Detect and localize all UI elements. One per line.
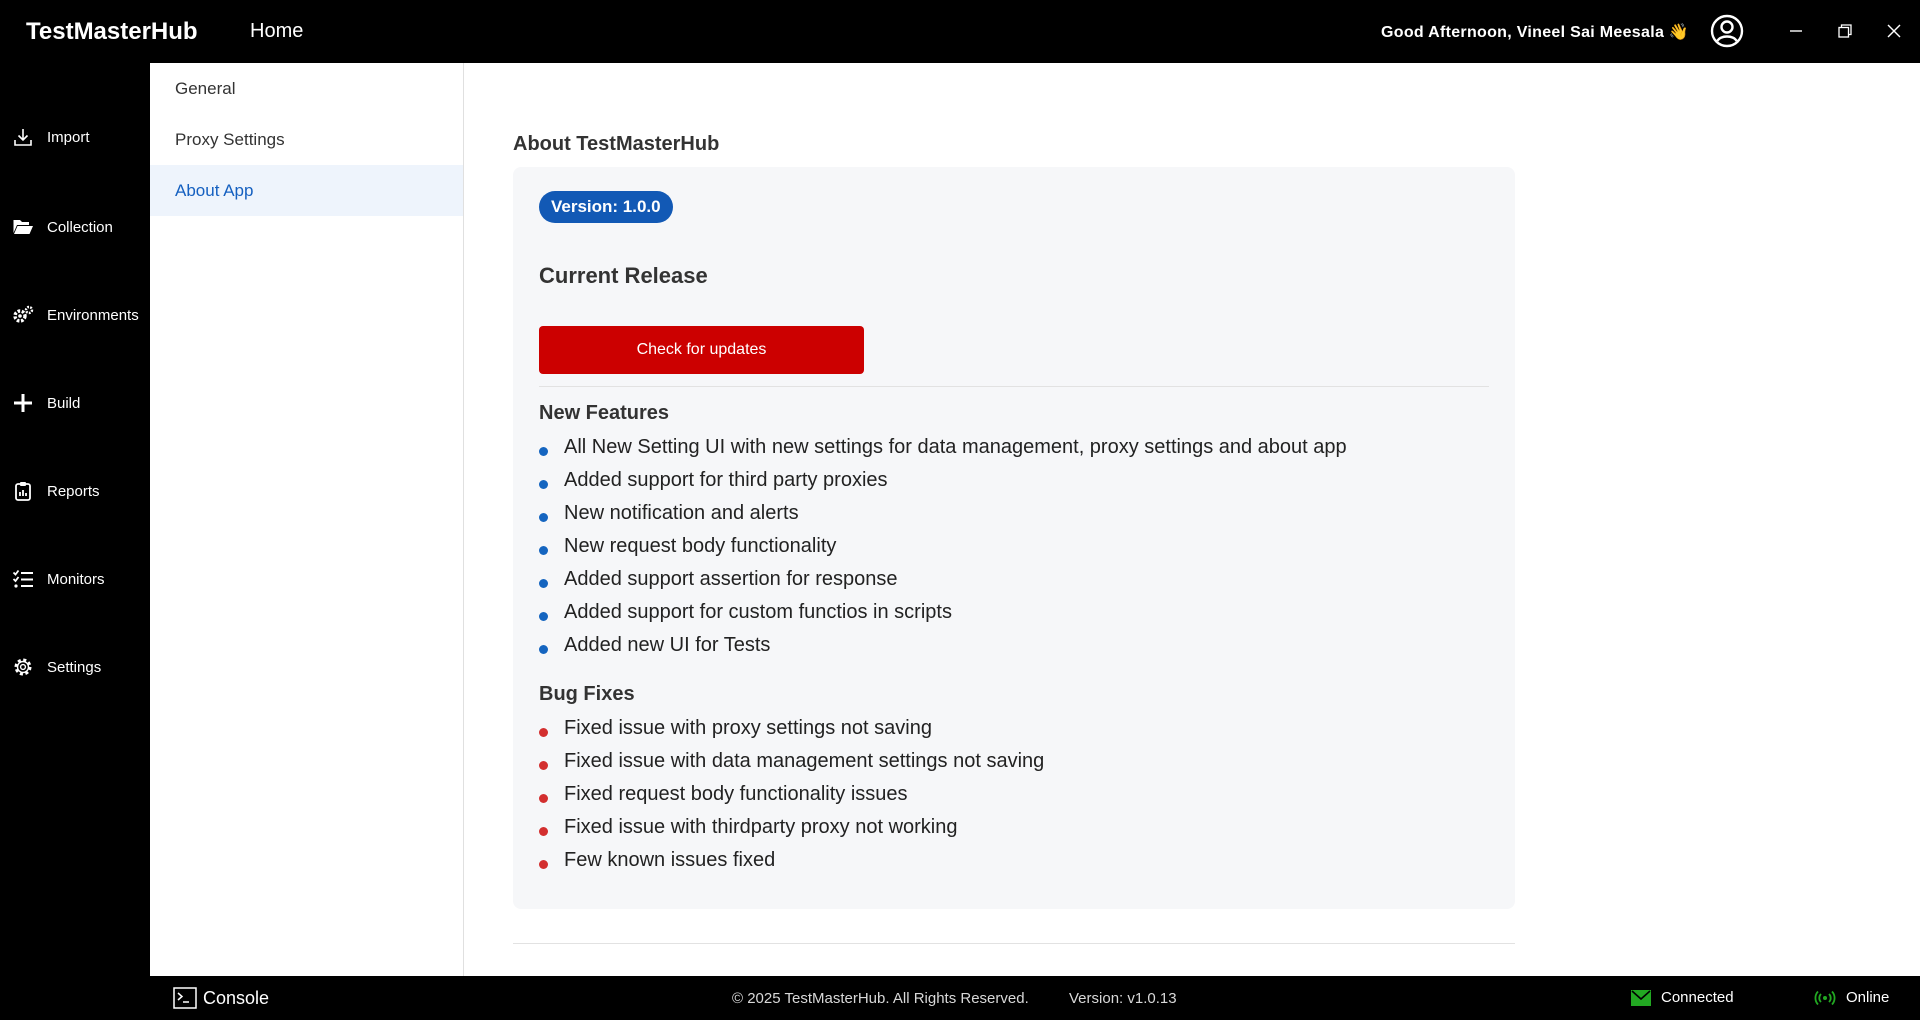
bugs-list [539, 712, 1044, 877]
app-brand: TestMasterHub [26, 17, 198, 45]
minimize-button[interactable] [1784, 19, 1808, 43]
status-bar [0, 976, 1920, 1020]
sidebar-item-label: Monitors [47, 570, 105, 588]
bullet-icon [539, 860, 548, 869]
list-item [539, 629, 1347, 662]
list-item [539, 844, 1044, 877]
settings-subnav [150, 63, 464, 976]
list-item [539, 745, 1044, 778]
bug-text: Fixed issue with data management settings not saving [564, 750, 1045, 772]
sidebar-item-label: Build [47, 394, 81, 412]
check-updates-button[interactable]: Check for updates [539, 326, 864, 374]
restore-icon [1837, 23, 1853, 39]
console-button[interactable] [173, 987, 269, 1009]
feature-text: Added support assertion for response [564, 568, 898, 590]
checklist-icon [12, 568, 34, 590]
close-icon [1886, 23, 1902, 39]
bullet-icon [539, 480, 548, 489]
divider [539, 386, 1489, 387]
bullet-icon [539, 612, 548, 621]
divider [513, 943, 1515, 944]
list-item [539, 563, 1347, 596]
console-label: Console [203, 987, 270, 1008]
minimize-icon [1788, 23, 1804, 39]
connection-label: Connected [1661, 989, 1734, 1006]
sidebar-item-label: Import [47, 128, 90, 146]
page-title: About TestMasterHub [513, 133, 720, 155]
gears-icon [12, 304, 34, 326]
feature-text: New request body functionality [564, 535, 837, 557]
list-item [539, 464, 1347, 497]
gear-icon [12, 656, 34, 678]
feature-text: Added support for custom functios in scripts [564, 601, 952, 623]
sidebar-item-settings[interactable] [0, 647, 150, 687]
feature-text: All New Setting UI with new settings for data management, proxy settings and about app [564, 436, 1347, 458]
bug-text: Fixed request body functionality issues [564, 783, 908, 805]
sidebar-item-label: Settings [47, 658, 102, 676]
sidebar-item-collection[interactable] [0, 207, 150, 247]
list-item [539, 497, 1347, 530]
list-item [539, 530, 1347, 563]
release-card [513, 167, 1515, 909]
title-bar [0, 0, 1920, 63]
copyright-text: © 2025 TestMasterHub. All Rights Reserved. [732, 990, 1029, 1007]
terminal-icon [173, 987, 197, 1009]
main-sidebar [0, 63, 150, 1020]
app-version: Version: v1.0.13 [1069, 990, 1177, 1007]
features-heading: New Features [539, 402, 670, 424]
folder-open-icon [12, 216, 34, 238]
about-panel [465, 63, 1920, 976]
bullet-icon [539, 546, 548, 555]
sidebar-item-build[interactable] [0, 383, 150, 423]
feature-text: Added support for third party proxies [564, 469, 888, 491]
features-list [539, 431, 1347, 662]
network-status [1814, 989, 1889, 1006]
bullet-icon [539, 794, 548, 803]
feature-text: New notification and alerts [564, 502, 799, 524]
sidebar-item-label: Collection [47, 218, 113, 236]
list-item [539, 431, 1347, 464]
home-link[interactable]: Home [250, 20, 304, 42]
bullet-icon [539, 579, 548, 588]
bug-text: Fixed issue with thirdparty proxy not working [564, 816, 958, 838]
import-icon [12, 126, 34, 148]
sidebar-item-reports[interactable] [0, 471, 150, 511]
envelope-icon [1631, 990, 1651, 1006]
list-item [539, 596, 1347, 629]
release-title: Current Release [539, 263, 708, 288]
bullet-icon [539, 761, 548, 770]
subnav-item-about-app[interactable]: About App [150, 165, 463, 216]
sidebar-item-environments[interactable] [0, 295, 150, 335]
bullet-icon [539, 513, 548, 522]
close-button[interactable] [1882, 19, 1906, 43]
network-label: Online [1846, 989, 1890, 1006]
bugs-heading: Bug Fixes [539, 683, 635, 705]
sidebar-item-label: Reports [47, 482, 100, 500]
connection-status [1631, 989, 1734, 1006]
sidebar-item-monitors[interactable] [0, 559, 150, 599]
user-greeting: Good Afternoon, Vineel Sai Meesala 👋 [1381, 24, 1690, 41]
clipboard-chart-icon [12, 480, 34, 502]
bullet-icon [539, 447, 548, 456]
bullet-icon [539, 728, 548, 737]
user-account-icon[interactable] [1710, 14, 1744, 48]
list-item [539, 811, 1044, 844]
plus-icon [12, 392, 34, 414]
restore-button[interactable] [1833, 19, 1857, 43]
bug-text: Few known issues fixed [564, 849, 776, 871]
list-item [539, 778, 1044, 811]
subnav-item-proxy-settings[interactable]: Proxy Settings [175, 129, 285, 149]
subnav-item-general[interactable]: General [175, 78, 236, 98]
bullet-icon [539, 645, 548, 654]
bullet-icon [539, 827, 548, 836]
bug-text: Fixed issue with proxy settings not saving [564, 717, 932, 739]
list-item [539, 712, 1044, 745]
version-badge: Version: 1.0.0 [539, 191, 673, 223]
broadcast-icon [1814, 990, 1836, 1006]
feature-text: Added new UI for Tests [564, 634, 771, 656]
sidebar-item-import[interactable] [0, 117, 150, 157]
sidebar-item-label: Environments [47, 306, 139, 324]
